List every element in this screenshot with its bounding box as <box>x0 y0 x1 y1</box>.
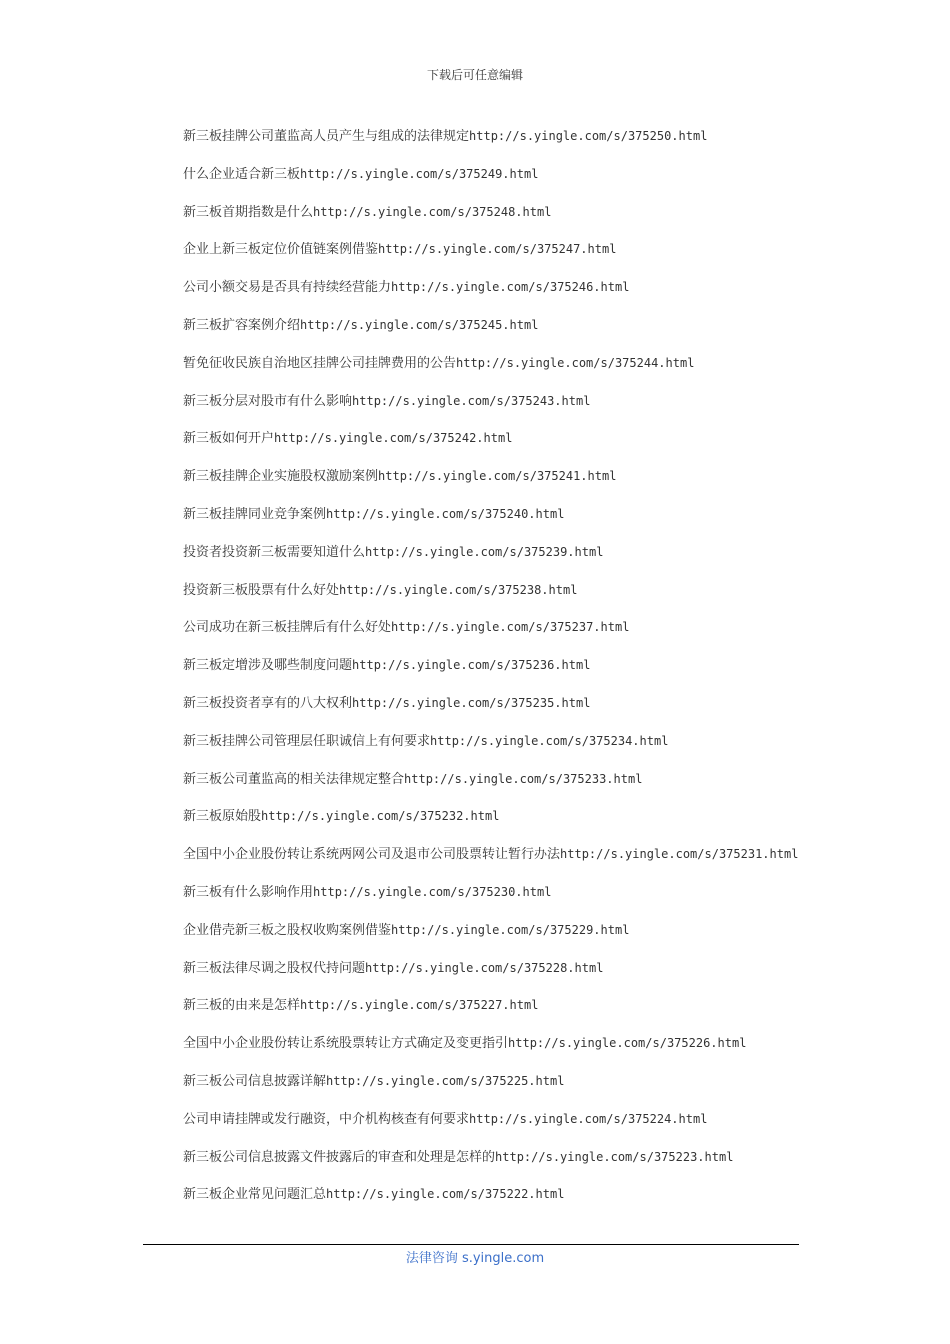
item-link[interactable]: http://s.yingle.com/s/375238.html <box>339 582 578 597</box>
list-item <box>143 653 803 679</box>
item-link[interactable]: http://s.yingle.com/s/375224.html <box>469 1111 708 1126</box>
list-item <box>143 540 803 566</box>
item-link[interactable]: http://s.yingle.com/s/375230.html <box>313 884 552 899</box>
item-title: 新三板定增涉及哪些制度问题 <box>183 658 353 674</box>
list-item <box>143 1069 803 1095</box>
item-link[interactable]: http://s.yingle.com/s/375242.html <box>274 431 513 446</box>
list-item <box>143 1107 803 1133</box>
item-title: 新三板挂牌企业实施股权激励案例 <box>183 469 379 485</box>
item-title: 新三板如何开户 <box>183 431 275 447</box>
list-item <box>143 691 803 717</box>
item-link[interactable]: http://s.yingle.com/s/375225.html <box>326 1073 565 1088</box>
list-item <box>143 124 803 150</box>
list-item <box>143 351 803 377</box>
item-title: 暂免征收民族自治地区挂牌公司挂牌费用的公告 <box>183 355 457 371</box>
list-item <box>143 1031 803 1057</box>
list-item <box>143 275 803 301</box>
item-link[interactable]: http://s.yingle.com/s/375249.html <box>300 166 539 181</box>
item-title: 新三板原始股 <box>183 809 262 825</box>
item-title: 新三板公司信息披露详解 <box>183 1073 327 1089</box>
item-link[interactable]: http://s.yingle.com/s/375235.html <box>352 695 591 710</box>
list-item <box>143 237 803 263</box>
item-link[interactable]: http://s.yingle.com/s/375234.html <box>430 733 669 748</box>
item-link[interactable]: http://s.yingle.com/s/375231.html <box>560 847 799 862</box>
list-item <box>143 1182 803 1208</box>
item-link[interactable]: http://s.yingle.com/s/375245.html <box>300 317 539 332</box>
page-header: 下载后可任意编辑 <box>426 68 523 82</box>
item-title: 公司小额交易是否具有持续经营能力 <box>183 280 392 296</box>
list-item <box>143 729 803 755</box>
item-title: 新三板投资者享有的八大权利 <box>183 695 353 711</box>
item-link[interactable]: http://s.yingle.com/s/375247.html <box>378 242 617 257</box>
item-link[interactable]: http://s.yingle.com/s/375243.html <box>352 393 591 408</box>
item-title: 新三板扩容案例介绍 <box>183 317 301 333</box>
list-item <box>143 389 803 415</box>
item-link[interactable]: http://s.yingle.com/s/375229.html <box>391 922 630 937</box>
item-title: 新三板法律尽调之股权代持问题 <box>183 960 366 976</box>
item-link[interactable]: http://s.yingle.com/s/375244.html <box>456 355 695 370</box>
list-item <box>143 804 803 830</box>
list-item <box>143 880 803 906</box>
item-title: 公司申请挂牌或发行融资，中介机构核查有何要求 <box>183 1111 470 1127</box>
list-item <box>143 162 803 188</box>
item-title: 新三板公司董监高的相关法律规定整合 <box>183 771 405 787</box>
list-item <box>143 993 803 1019</box>
item-title: 投资新三板股票有什么好处 <box>183 582 340 598</box>
item-link[interactable]: http://s.yingle.com/s/375246.html <box>391 280 630 295</box>
item-link[interactable]: http://s.yingle.com/s/375232.html <box>261 809 500 824</box>
item-link[interactable]: http://s.yingle.com/s/375241.html <box>378 469 617 484</box>
item-link[interactable]: http://s.yingle.com/s/375240.html <box>326 506 565 521</box>
item-title: 新三板公司信息披露文件披露后的审查和处理是怎样的 <box>183 1149 496 1165</box>
item-title: 新三板首期指数是什么 <box>183 204 314 220</box>
item-link[interactable]: http://s.yingle.com/s/375250.html <box>469 129 708 143</box>
list-item <box>143 1145 803 1171</box>
item-title: 投资者投资新三板需要知道什么 <box>183 544 366 560</box>
item-title: 企业借壳新三板之股权收购案例借鉴 <box>183 922 392 938</box>
item-link[interactable]: http://s.yingle.com/s/375226.html <box>508 1036 747 1051</box>
article-list <box>143 124 803 1220</box>
item-link[interactable]: http://s.yingle.com/s/375227.html <box>300 998 539 1013</box>
item-title: 新三板企业常见问题汇总 <box>183 1187 327 1203</box>
list-item <box>143 502 803 528</box>
item-title: 新三板有什么影响作用 <box>183 884 314 900</box>
list-item <box>143 767 803 793</box>
list-item <box>143 313 803 339</box>
footer-divider <box>143 1244 799 1245</box>
list-item <box>143 578 803 604</box>
item-title: 新三板的由来是怎样 <box>183 998 301 1014</box>
list-item <box>143 426 803 452</box>
item-title: 公司成功在新三板挂牌后有什么好处 <box>183 620 392 636</box>
list-item <box>143 918 803 944</box>
item-link[interactable]: http://s.yingle.com/s/375233.html <box>404 771 643 786</box>
item-link[interactable]: http://s.yingle.com/s/375223.html <box>495 1149 734 1164</box>
item-link[interactable]: http://s.yingle.com/s/375239.html <box>365 544 604 559</box>
item-link[interactable]: http://s.yingle.com/s/375222.html <box>326 1187 565 1202</box>
list-item <box>143 842 803 868</box>
page-footer[interactable]: 法律咨询 s.yingle.com <box>405 1251 545 1266</box>
item-title: 新三板挂牌公司管理层任职诚信上有何要求 <box>183 733 431 749</box>
item-title: 全国中小企业股份转让系统股票转让方式确定及变更指引 <box>183 1036 509 1052</box>
list-item <box>143 615 803 641</box>
item-title: 新三板挂牌同业竞争案例 <box>183 506 327 522</box>
list-item <box>143 956 803 982</box>
item-link[interactable]: http://s.yingle.com/s/375237.html <box>391 620 630 635</box>
item-title: 全国中小企业股份转让系统两网公司及退市公司股票转让暂行办法 <box>183 847 561 863</box>
list-item <box>143 200 803 226</box>
list-item <box>143 464 803 490</box>
item-title: 新三板分层对股市有什么影响 <box>183 393 353 409</box>
item-title: 什么企业适合新三板 <box>183 166 301 182</box>
item-title: 企业上新三板定位价值链案例借鉴 <box>183 242 379 258</box>
item-link[interactable]: http://s.yingle.com/s/375236.html <box>352 658 591 673</box>
item-link[interactable]: http://s.yingle.com/s/375228.html <box>365 960 604 975</box>
item-link[interactable]: http://s.yingle.com/s/375248.html <box>313 204 552 219</box>
item-title: 新三板挂牌公司董监高人员产生与组成的法律规定 <box>183 129 470 144</box>
